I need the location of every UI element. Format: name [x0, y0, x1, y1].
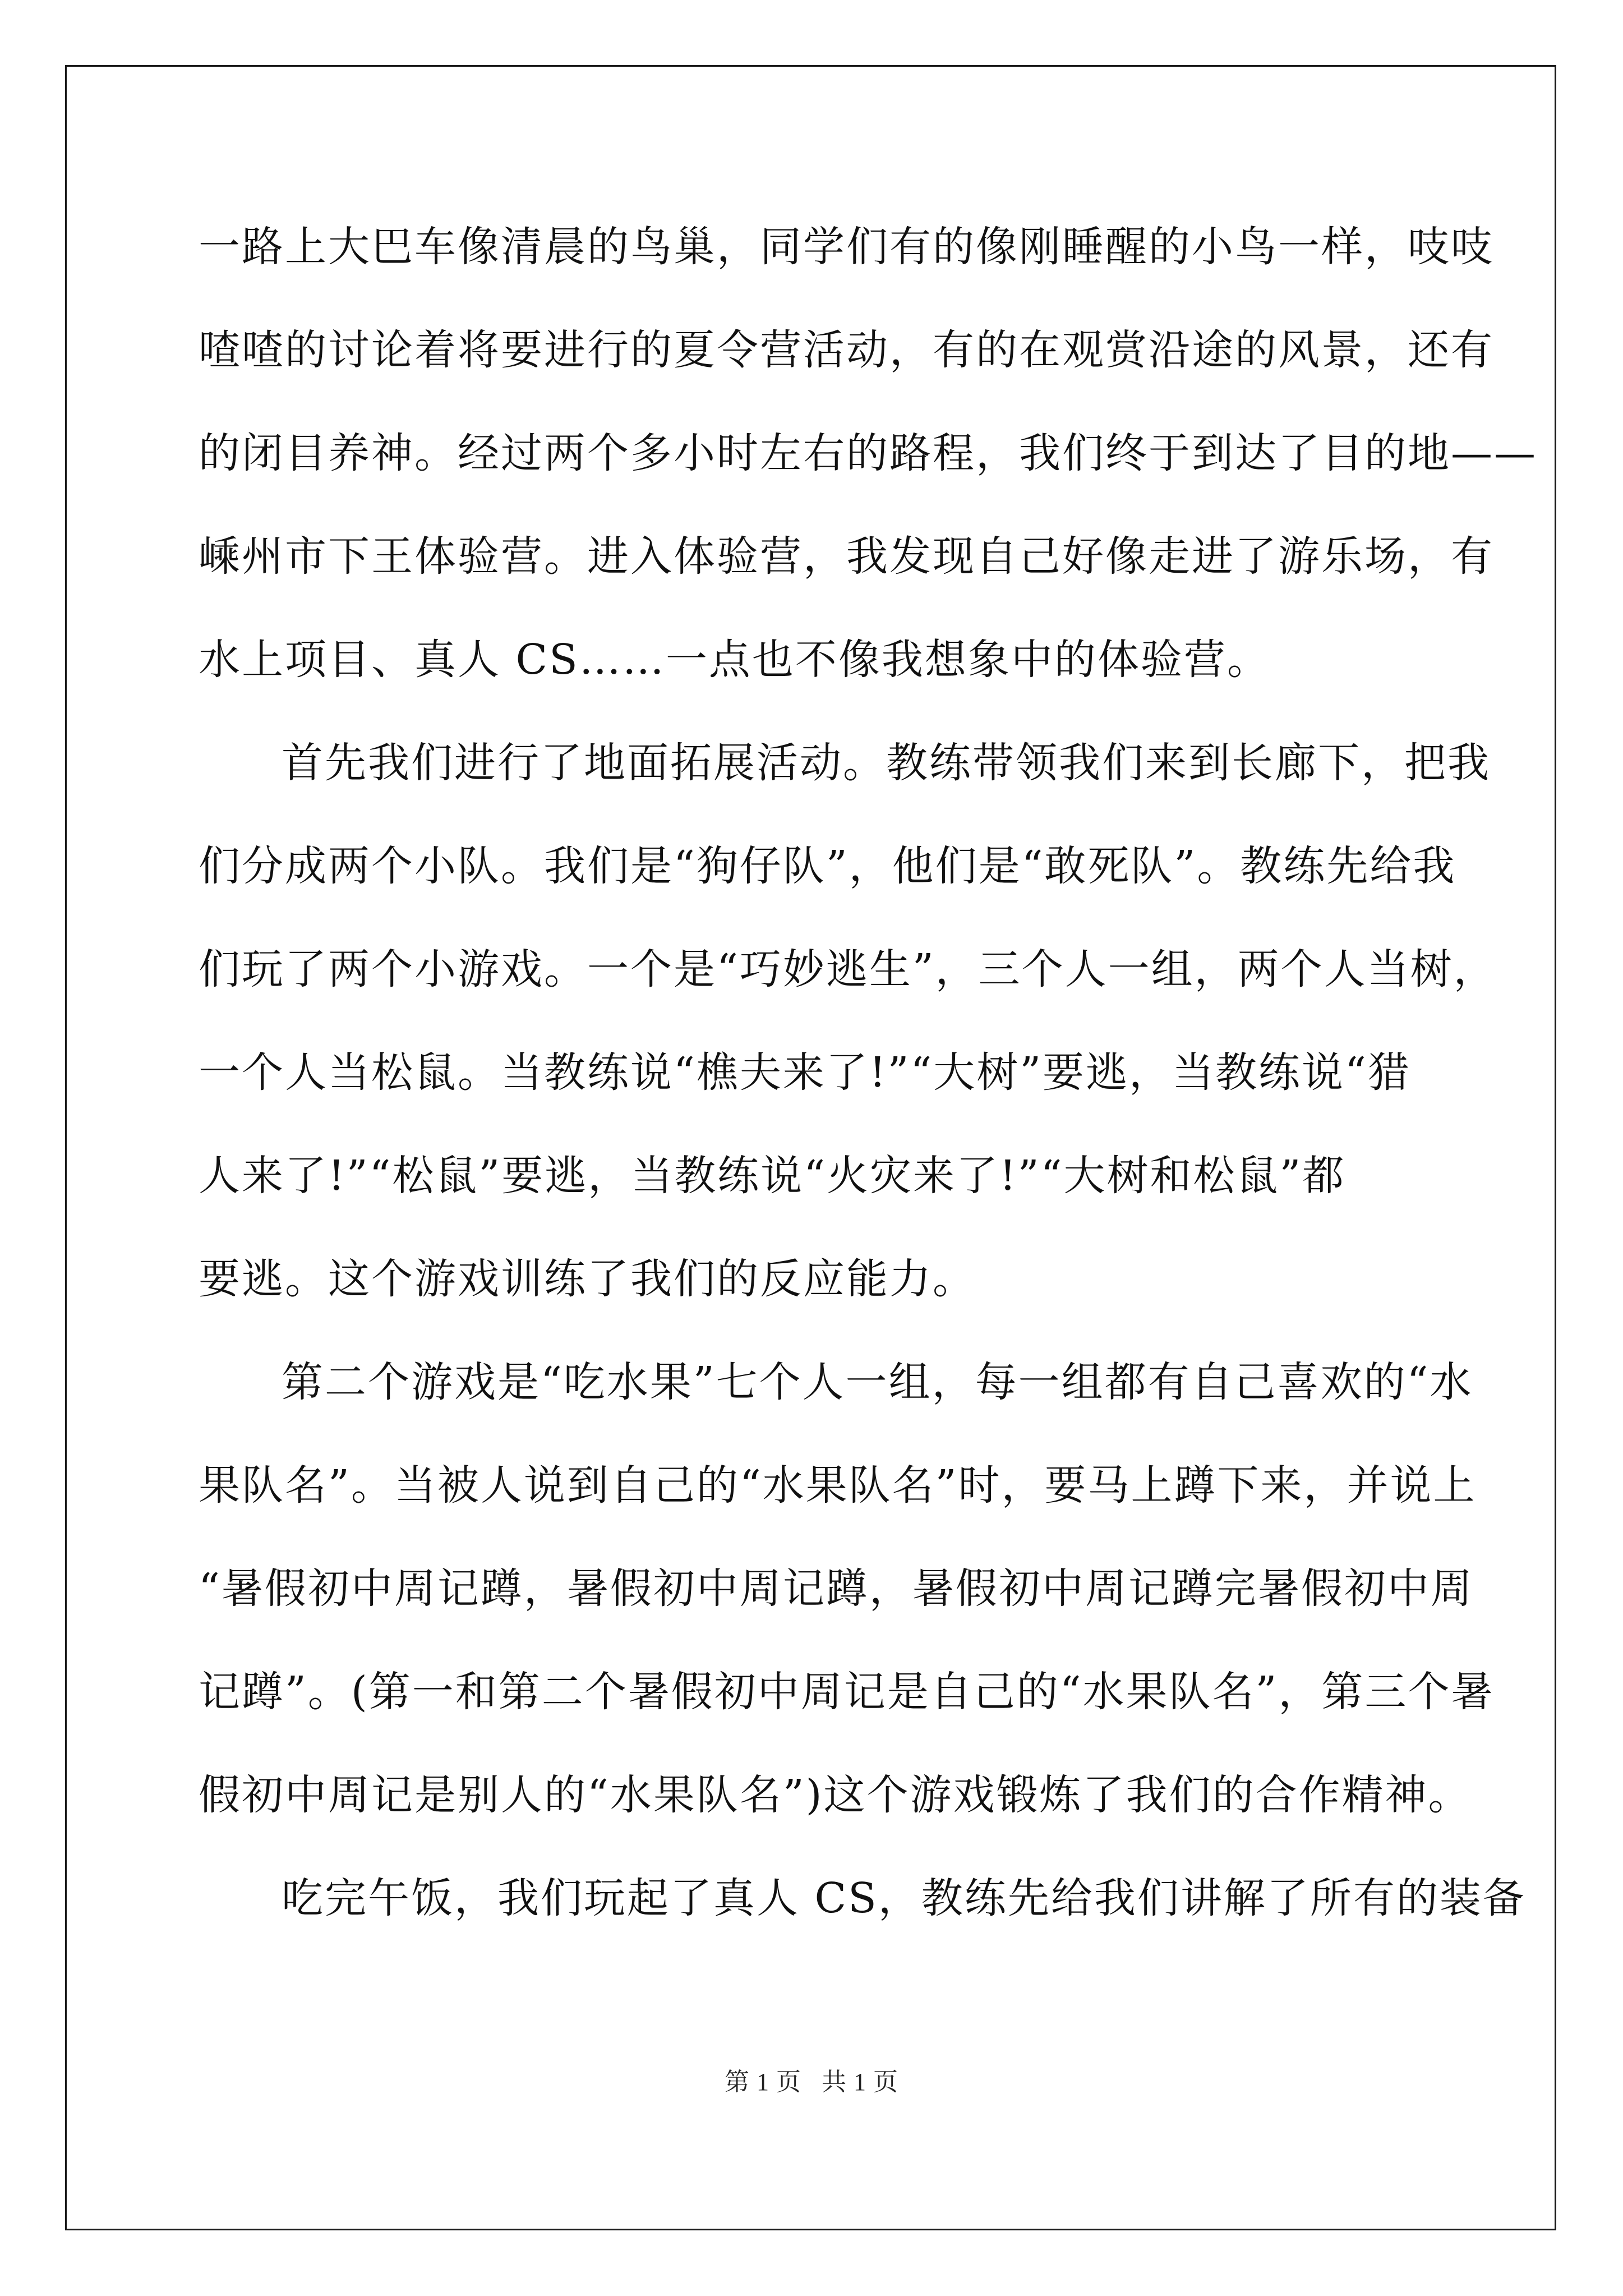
- page-number-footer: 第 1 页 共 1 页: [725, 2068, 898, 2096]
- text-line: 一个人当松鼠。当教练说“樵夫来了!”“大树”要逃，当教练说“猎: [199, 1048, 1411, 1097]
- text-line: 的闭目养神。经过两个多小时左右的路程，我们终于到达了目的地——: [199, 429, 1537, 477]
- text-line: 记蹲”。(第一和第二个暑假初中周记是自己的“水果队名”，第三个暑: [199, 1668, 1495, 1716]
- text-line: 一路上大巴车像清晨的鸟巢，同学们有的像刚睡醒的小鸟一样，吱吱: [199, 223, 1494, 271]
- paragraph-start-line: 首先我们进行了地面拓展活动。教练带领我们来到长廊下，把我: [282, 739, 1491, 787]
- text-line: 果队名”。当被人说到自己的“水果队名”时，要马上蹲下来，并说上: [199, 1461, 1477, 1510]
- paragraph-start-line: 第二个游戏是“吃水果”七个人一组，每一组都有自己喜欢的“水: [282, 1358, 1473, 1406]
- text-line: 们玩了两个小游戏。一个是“巧妙逃生”，三个人一组，两个人当树，: [199, 945, 1497, 993]
- text-line: 要逃。这个游戏训练了我们的反应能力。: [199, 1255, 976, 1303]
- text-line: “暑假初中周记蹲，暑假初中周记蹲，暑假初中周记蹲完暑假初中周: [199, 1565, 1474, 1613]
- text-line: 喳喳的讨论着将要进行的夏令营活动，有的在观赏沿途的风景，还有: [199, 326, 1494, 374]
- text-line: 嵊州市下王体验营。进入体验营，我发现自己好像走进了游乐场，有: [199, 532, 1494, 581]
- text-line: 水上项目、真人 CS……一点也不像我想象中的体验营。: [199, 636, 1270, 684]
- text-line: 假初中周记是别人的“水果队名”)这个游戏锻炼了我们的合作精神。: [199, 1771, 1472, 1819]
- text-line: 人来了!”“松鼠”要逃，当教练说“火灾来了!”“大树和松鼠”都: [199, 1152, 1346, 1200]
- paragraph-start-line: 吃完午饭，我们玩起了真人 CS，教练先给我们讲解了所有的装备: [282, 1874, 1526, 1922]
- text-line: 们分成两个小队。我们是“狗仔队”，他们是“敢死队”。教练先给我: [199, 842, 1456, 890]
- document-body: [199, 213, 1537, 1968]
